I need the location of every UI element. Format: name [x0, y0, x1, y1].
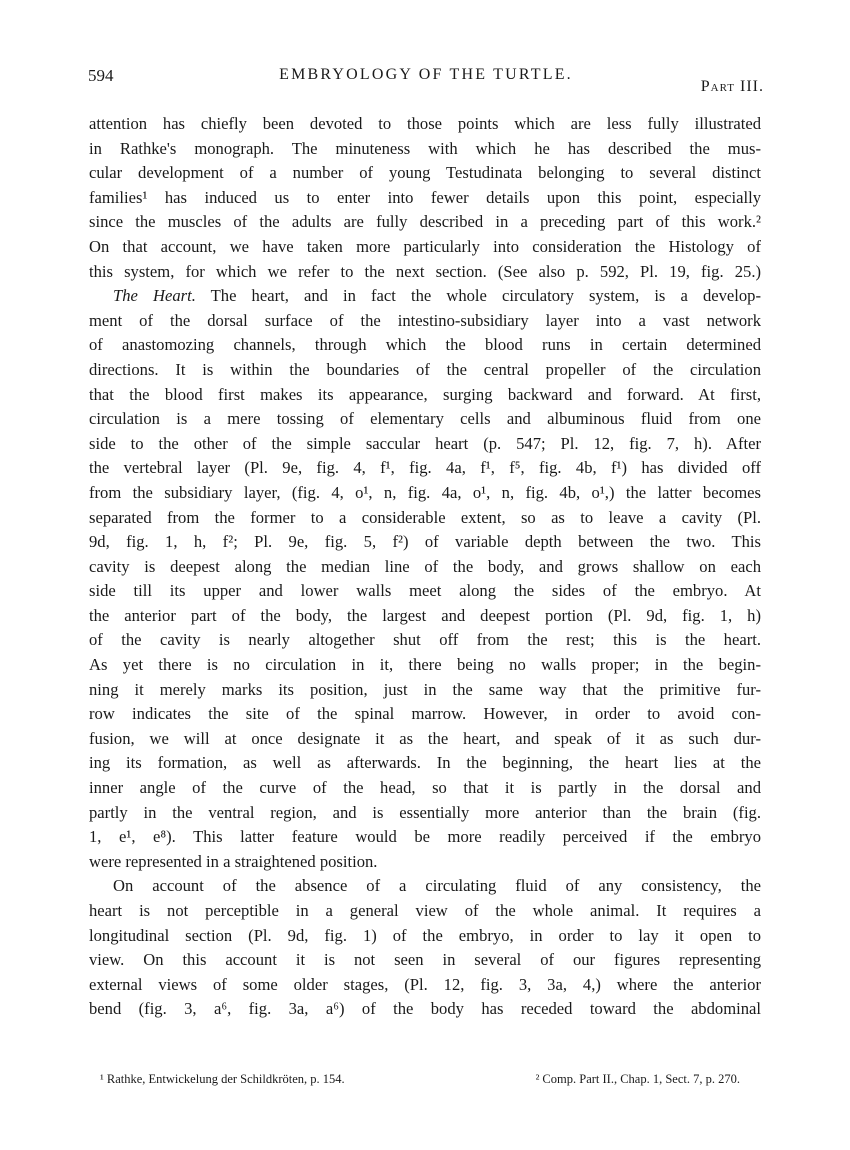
text-line: [89, 456, 761, 481]
line-text: 9d, fig. 1, h, f²; Pl. 9e, fig. 5, f²) of variable depth between the two. This: [89, 532, 761, 552]
line-text: cavity is deepest along the median line of the body, and grows shallow on each: [89, 556, 761, 576]
line-text: in Rathke's monograph. The minuteness with which he has described the mus-: [89, 138, 761, 158]
text-line: [89, 555, 761, 580]
line-text: ment of the dorsal surface of the intestino-subsidiary layer into a vast network: [89, 310, 761, 330]
line-text: that the blood first makes its appearance, surging backward and forward. At first,: [89, 384, 761, 404]
line-text: from the subsidiary layer, (fig. 4, o¹, n, fig. 4a, o¹, n, fig. 4b, o¹,) the latter becomes: [89, 482, 761, 502]
line-text: partly in the ventral region, and is essentially more anterior than the brain (fig.: [89, 802, 761, 822]
line-text: were represented in a straightened position.: [89, 851, 378, 871]
text-line: [89, 186, 761, 211]
text-line: [89, 210, 761, 235]
text-line: [89, 628, 761, 653]
text-line: [89, 530, 761, 555]
part-label: Part III.: [700, 78, 764, 95]
text-line: [89, 333, 761, 358]
text-line: [89, 850, 761, 875]
line-text: inner angle of the curve of the head, so that it is partly in the dorsal and: [89, 778, 761, 798]
line-text: since the muscles of the adults are fully described in a preceding part of this work.²: [89, 212, 761, 232]
text-line: [89, 776, 761, 801]
line-text: longitudinal section (Pl. 9d, fig. 1) of the embryo, in order to lay it open to: [89, 925, 761, 945]
text-line: [89, 137, 761, 162]
text-line: [89, 161, 761, 186]
running-title: EMBRYOLOGY OF THE TURTLE.: [279, 66, 573, 83]
line-text: row indicates the site of the spinal marrow. However, in order to avoid con-: [89, 704, 761, 724]
text-line: [89, 358, 761, 383]
footnote-1: ¹ Rathke, Entwickelung der Schildkröten, p. 154.: [100, 1072, 345, 1086]
text-line: [89, 284, 761, 309]
text-line: [89, 997, 761, 1022]
line-text: ning it merely marks its position, just in the same way that the primitive fur-: [89, 679, 761, 699]
line-text: this system, for which we refer to the next section. (See also p. 592, Pl. 19, fig. 25.): [89, 261, 761, 281]
line-text: On that account, we have taken more particularly into consideration the Histology of: [89, 236, 761, 256]
text-line: [89, 407, 761, 432]
text-line: [89, 899, 761, 924]
text-line: [89, 678, 761, 703]
text-line: [89, 973, 761, 998]
line-text: attention has chiefly been devoted to those points which are less fully illustrated: [89, 114, 761, 133]
text-line: [89, 874, 761, 899]
line-text: The heart, and in fact the whole circulatory system, is a develop-: [195, 286, 761, 306]
text-line: [89, 579, 761, 604]
text-line: [89, 653, 761, 678]
text-line: [89, 506, 761, 531]
line-text: side to the other of the simple saccular heart (p. 547; Pl. 12, fig. 7, h). After: [89, 433, 761, 453]
line-text: of anastomozing channels, through which the blood runs in certain determined: [89, 335, 761, 355]
line-text: families¹ has induced us to enter into fewer details upon this point, especially: [89, 187, 761, 207]
text-line: [89, 383, 761, 408]
text-line: [89, 260, 761, 285]
line-text: external views of some older stages, (Pl. 12, fig. 3, 3a, 4,) where the anterior: [89, 974, 761, 994]
line-text: bend (fig. 3, a⁶, fig. 3a, a⁶) of the body has receded toward the abdominal: [89, 999, 761, 1019]
text-line: [89, 235, 761, 260]
text-line: [89, 432, 761, 457]
line-text: of the cavity is nearly altogether shut off from the rest; this is the heart.: [89, 630, 761, 650]
line-text: ing its formation, as well as afterwards. In the beginning, the heart lies at the: [89, 753, 761, 773]
line-text: circulation is a mere tossing of elementary cells and albuminous fluid from one: [89, 409, 761, 429]
line-text: view. On this account it is not seen in several of our figures representing: [89, 950, 761, 970]
footnotes: [100, 1072, 740, 1092]
line-text: cular development of a number of young Testudinata belonging to several distinct: [89, 163, 761, 183]
line-text: As yet there is no circulation in it, there being no walls proper; in the begin-: [89, 655, 761, 675]
line-text: the vertebral layer (Pl. 9e, fig. 4, f¹, fig. 4a, f¹, f⁵, fig. 4b, f¹) has divided off: [89, 458, 761, 478]
section-heading: The Heart.: [113, 286, 196, 306]
text-line: [89, 801, 761, 826]
line-text: the anterior part of the body, the largest and deepest portion (Pl. 9d, fig. 1, h): [89, 605, 761, 625]
line-text: directions. It is within the boundaries of the central propeller of the circulation: [89, 359, 761, 379]
line-text: side till its upper and lower walls meet along the sides of the embryo. At: [89, 581, 761, 601]
text-line: [89, 751, 761, 776]
text-line: [89, 825, 761, 850]
body-text: [89, 112, 761, 1022]
page-number: 594: [88, 66, 114, 85]
text-line: [89, 702, 761, 727]
running-header: [88, 66, 764, 96]
text-line: [89, 924, 761, 949]
text-line: [89, 948, 761, 973]
text-line: [89, 604, 761, 629]
footnote-2: ² Comp. Part II., Chap. 1, Sect. 7, p. 270.: [535, 1072, 740, 1086]
line-text: heart is not perceptible in a general view of the whole animal. It requires a: [89, 901, 761, 920]
line-text: separated from the former to a considerable extent, so as to leave a cavity (Pl.: [89, 507, 761, 527]
text-line: [89, 309, 761, 334]
line-text: On account of the absence of a circulating fluid of any consistency, the: [113, 876, 761, 896]
line-text: fusion, we will at once designate it as the heart, and speak of it as such dur-: [89, 728, 761, 748]
text-line: [89, 481, 761, 506]
text-line: [89, 112, 761, 137]
text-line: [89, 727, 761, 752]
line-text: 1, e¹, e⁸). This latter feature would be more readily perceived if the embryo: [89, 827, 761, 847]
